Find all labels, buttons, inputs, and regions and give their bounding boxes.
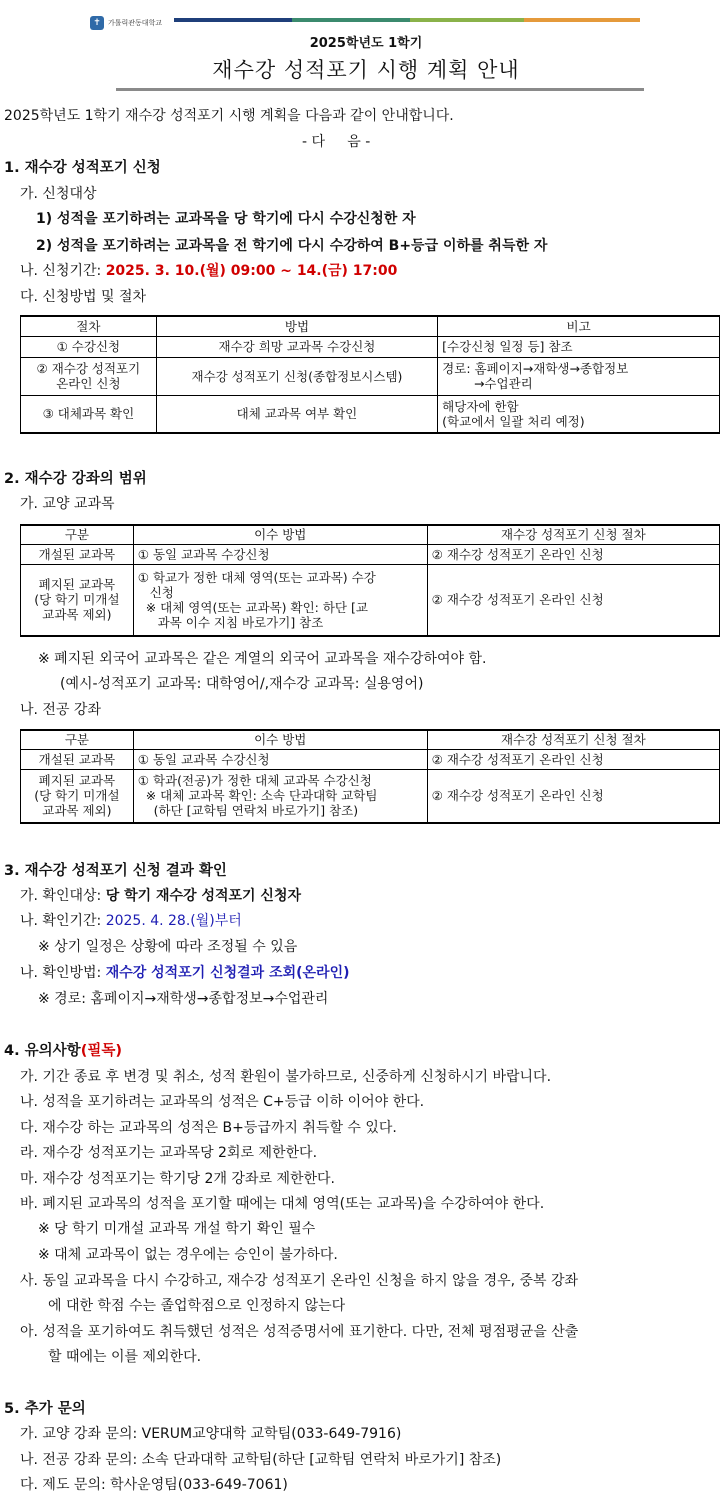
s3-target-value: 당 학기 재수강 성적포기 신청자 xyxy=(105,888,301,904)
s3-method xyxy=(20,964,350,982)
table-cell: 재수강 희망 교과목 수강신청 xyxy=(156,336,437,357)
table-header-row xyxy=(21,525,720,544)
table-header-cell: 재수강 성적포기 신청 절차 xyxy=(427,525,719,544)
s1-da: 다. 신청방법 및 절차 xyxy=(20,289,146,305)
s1-ga-item-2: 2) 성적을 포기하려는 교과목을 전 학기에 다시 수강하여 B+등급 이하를 취득한 자 xyxy=(36,238,548,254)
table-cell: 폐지된 교과목 (당 학기 미개설 교과목 제외) xyxy=(21,769,134,823)
table-row xyxy=(21,357,720,395)
table-cell: ① 동일 교과목 수강신청 xyxy=(133,544,427,564)
s4-item: 라. 재수강 성적포기는 교과목당 2회로 제한한다. xyxy=(20,1145,318,1161)
table-cell: ② 재수강 성적포기 온라인 신청 xyxy=(427,564,719,636)
s1-period-value: 2025. 3. 10.(월) 09:00 ~ 14.(금) 17:00 xyxy=(105,263,398,279)
s4-item: 나. 성적을 포기하려는 교과목의 성적은 C+등급 이하 이어야 한다. xyxy=(20,1094,425,1110)
liberal-arts-table xyxy=(20,524,720,637)
table-row xyxy=(21,395,720,433)
color-bar-segment xyxy=(524,18,640,22)
table-cell: 개설된 교과목 xyxy=(21,544,134,564)
s4-item-continued: 에 대한 학점 수는 졸업학점으로 인정하지 않는다 xyxy=(48,1298,346,1314)
s5-item: 가. 교양 강좌 문의: VERUM교양대학 교학팀(033-649-7916) xyxy=(20,1426,402,1442)
table-cell: ① 학과(전공)가 정한 대체 교과목 수강신청 ※ 대체 교과목 확인: 소속 단과대학 교학팀 (하단 [교학팀 연락처 바로가기] 참조) xyxy=(133,769,427,823)
table-cell: ② 재수강 성적포기 온라인 신청 xyxy=(427,749,719,769)
table-row xyxy=(21,749,720,769)
s1-ga-item-1: 1) 성적을 포기하려는 교과목을 당 학기에 다시 수강신청한 자 xyxy=(36,211,416,227)
header-color-bar xyxy=(174,18,640,22)
document-subtitle: 2025학년도 1학기 xyxy=(309,36,423,51)
s3-period xyxy=(20,912,242,930)
table-cell: ③ 대체과목 확인 xyxy=(21,395,157,433)
s4-item: 아. 성적을 포기하여도 취득했던 성적은 성적증명서에 표기한다. 다만, 전체 평점평균을 산출 xyxy=(20,1324,579,1340)
table-header-cell: 구분 xyxy=(21,730,134,749)
table-header-cell: 구분 xyxy=(21,525,134,544)
table-header-cell: 재수강 성적포기 신청 절차 xyxy=(427,730,719,749)
table-cell: ② 재수강 성적포기 온라인 신청 xyxy=(427,769,719,823)
table-row xyxy=(21,564,720,636)
s4-note: ※ 대체 교과목이 없는 경우에는 승인이 불가하다. xyxy=(38,1247,338,1263)
intro-text: 2025학년도 1학기 재수강 성적포기 시행 계획을 다음과 같이 안내합니다. xyxy=(4,108,454,124)
color-bar-segment xyxy=(292,18,410,22)
table-row xyxy=(21,336,720,357)
s1-period-label: 나. 신청기간: xyxy=(20,263,106,279)
table-cell: ① 학교가 정한 대체 영역(또는 교과목) 수강 신청 ※ 대체 영역(또는 교과목) 확인: 하단 [교 과목 이수 지침 바로가기] 참조 xyxy=(133,564,427,636)
section-4-title xyxy=(4,1042,122,1060)
s3-period-label: 나. 확인기간: xyxy=(20,913,106,929)
s3-period-value: 2025. 4. 28.(월)부터 xyxy=(105,913,242,929)
s4-item: 바. 폐지된 교과목의 성적을 포기할 때에는 대체 영역(또는 교과목)을 수강하여야 한다. xyxy=(20,1196,545,1212)
color-bar-segment xyxy=(174,18,292,22)
table-cell: ① 동일 교과목 수강신청 xyxy=(133,749,427,769)
major-table xyxy=(20,729,720,824)
s5-item: 다. 제도 문의: 학사운영팀(033-649-7061) xyxy=(20,1477,288,1493)
color-bar-segment xyxy=(410,18,524,22)
table-cell: 해당자에 한함 (학교에서 일괄 처리 예정) xyxy=(438,395,720,433)
s4-item: 가. 기간 종료 후 변경 및 취소, 성적 환원이 불가하므로, 신중하게 신청하시기 바랍니다. xyxy=(20,1069,552,1085)
table-row xyxy=(21,769,720,823)
s2-ga: 가. 교양 교과목 xyxy=(20,496,115,512)
s3-target xyxy=(20,887,301,905)
s4-note: ※ 당 학기 미개설 교과목 개설 학기 확인 필수 xyxy=(38,1221,316,1237)
table-cell: [수강신청 일정 등] 참조 xyxy=(438,336,720,357)
university-logo xyxy=(90,16,162,30)
s2-na: 나. 전공 강좌 xyxy=(20,702,101,718)
s1-ga: 가. 신청대상 xyxy=(20,186,97,202)
section-3-title: 3. 재수강 성적포기 신청 결과 확인 xyxy=(4,863,227,879)
table-header-cell: 비고 xyxy=(438,316,720,336)
table-header-cell: 이수 방법 xyxy=(133,730,427,749)
document-title: 재수강 성적포기 시행 계획 안내 xyxy=(212,58,520,82)
s3-method-value: 재수강 성적포기 신청결과 조회(온라인) xyxy=(105,965,350,981)
section-2-title: 2. 재수강 강좌의 범위 xyxy=(4,471,147,487)
s3-method-note: ※ 경로: 홈페이지→재학생→종합정보→수업관리 xyxy=(38,991,329,1007)
s4-title-text: 4. 유의사항 xyxy=(4,1043,81,1059)
table-row xyxy=(21,544,720,564)
table-cell: ② 재수강 성적포기 온라인 신청 xyxy=(427,544,719,564)
table-header-cell: 이수 방법 xyxy=(133,525,427,544)
document-header xyxy=(88,10,644,94)
university-emblem-icon: ✝ xyxy=(90,16,104,30)
s2-note-2: (예시-성적포기 교과목: 대학영어/,재수강 교과목: 실용영어) xyxy=(60,676,424,692)
header-divider xyxy=(116,88,644,91)
s1-application-period xyxy=(20,262,397,280)
table-cell: 개설된 교과목 xyxy=(21,749,134,769)
s3-target-label: 가. 확인대상: xyxy=(20,888,106,904)
logo-text: 가톨릭관동대학교 xyxy=(108,19,163,27)
table-header-cell: 절차 xyxy=(21,316,157,336)
table-cell: 폐지된 교과목 (당 학기 미개설 교과목 제외) xyxy=(21,564,134,636)
s4-item-continued: 할 때에는 이를 제외한다. xyxy=(48,1349,202,1365)
s5-item: 나. 전공 강좌 문의: 소속 단과대학 교학팀(하단 [교학팀 연락처 바로가기] 참조) xyxy=(20,1452,502,1468)
s4-item: 사. 동일 교과목을 다시 수강하고, 재수강 성적포기 온라인 신청을 하지 않을 경우, 중복 강좌 xyxy=(20,1273,579,1289)
table-header-cell: 방법 xyxy=(156,316,437,336)
table-cell: ① 수강신청 xyxy=(21,336,157,357)
table-header-row xyxy=(21,730,720,749)
table-cell: 재수강 성적포기 신청(종합정보시스템) xyxy=(156,357,437,395)
s4-title-emphasis: (필독) xyxy=(80,1043,122,1059)
table-header-row xyxy=(21,316,720,336)
s3-period-note: ※ 상기 일정은 상황에 따라 조정될 수 있음 xyxy=(38,939,298,955)
table-cell: 경로: 홈페이지→재학생→종합정보 →수업관리 xyxy=(438,357,720,395)
procedure-table xyxy=(20,315,720,434)
section-5-title: 5. 추가 문의 xyxy=(4,1401,86,1417)
s3-method-label: 나. 확인방법: xyxy=(20,965,106,981)
s4-item: 마. 재수강 성적포기는 학기당 2개 강좌로 제한한다. xyxy=(20,1171,335,1187)
table-cell: ② 재수강 성적포기 온라인 신청 xyxy=(21,357,157,395)
section-1-title: 1. 재수강 성적포기 신청 xyxy=(4,160,161,176)
dagum-heading: - 다 음 - xyxy=(302,134,371,150)
s2-note-1: ※ 폐지된 외국어 교과목은 같은 계열의 외국어 교과목을 재수강하여야 함. xyxy=(38,651,487,667)
table-cell: 대체 교과목 여부 확인 xyxy=(156,395,437,433)
s4-item: 다. 재수강 하는 교과목의 성적은 B+등급까지 취득할 수 있다. xyxy=(20,1120,397,1136)
